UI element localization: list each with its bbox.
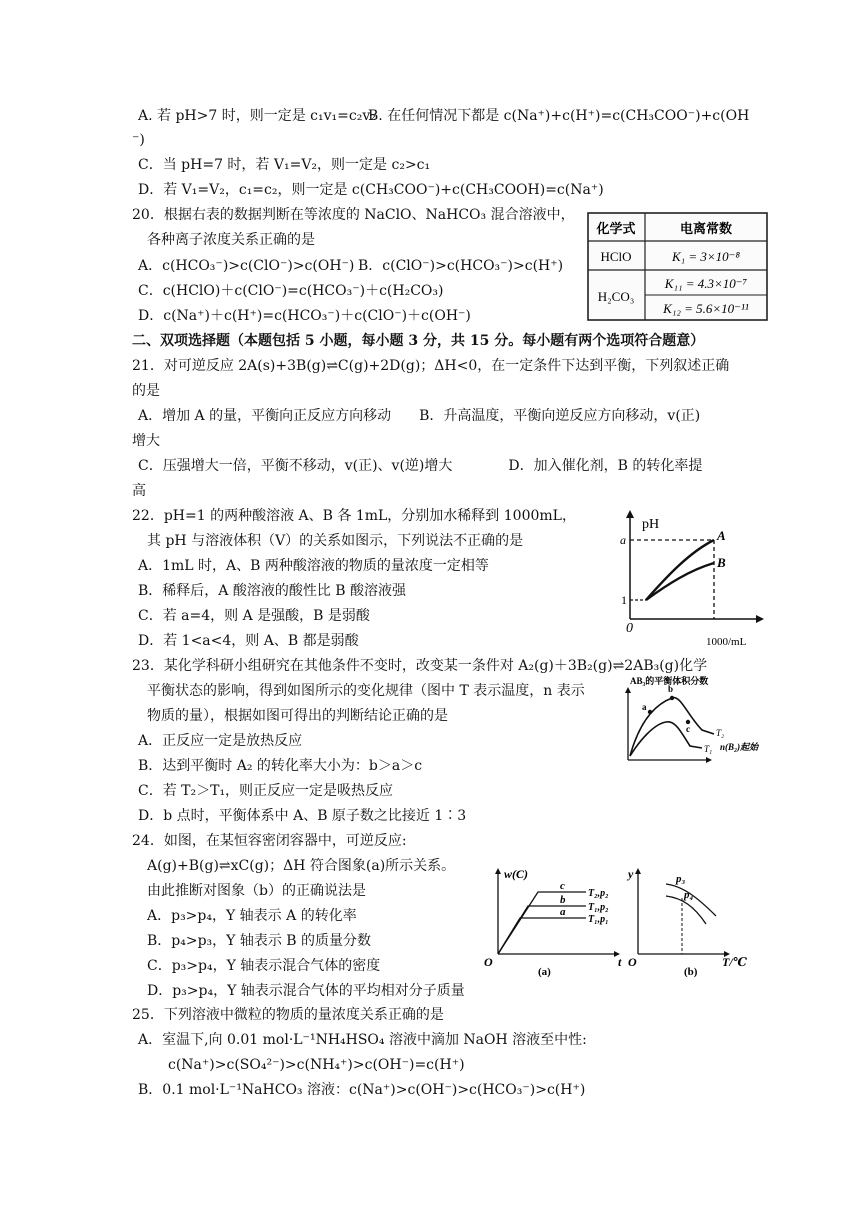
q20-option-a: A．c(HCO₃⁻)>c(ClO⁻)>c(OH⁻)	[138, 258, 355, 274]
q24-graph-b	[626, 862, 760, 978]
q22-fig-1-tick: 1	[621, 593, 627, 607]
q24-option-a: A．p₃>p₄，Y 轴表示 A 的转化率	[147, 908, 357, 924]
q22-fig-origin: 0	[626, 621, 633, 636]
table-h2co3-k2: K₁₂ = 5.6×10⁻¹¹	[663, 301, 749, 316]
q23-fig-point-b: b	[668, 684, 674, 694]
q24b-y-label: y	[628, 867, 634, 881]
table-header-formula: 化学式	[596, 221, 636, 236]
q23-stem-line3: 物质的量），根据如图可得出的判断结论正确的是	[147, 708, 448, 724]
q21-stem-line1: 21．对可逆反应 2A(s)+3B(g)⇌C(g)+2D(g)；ΔH<0，在一定条件下达到平衡，下列叙述正确	[132, 358, 730, 374]
q20-option-c: C．c(HClO)＋c(ClO⁻)=c(HCO₃⁻)＋c(H₂CO₃)	[138, 283, 444, 299]
q25-stem: 25．下列溶液中微粒的物质的量浓度关系正确的是	[132, 1007, 444, 1023]
q23-option-a: A．正反应一定是放热反应	[138, 733, 303, 749]
q24a-x-label: t	[618, 955, 622, 969]
table-hclo-k: K₁ = 3×10⁻⁸	[671, 249, 741, 264]
q24a-y-label: w(C)	[504, 867, 528, 881]
q23-option-c: C．若 T₂＞T₁，则正反应一定是吸热反应	[138, 783, 394, 799]
q22-fig-a-tick: a	[620, 533, 626, 547]
q21-stem-line2: 的是	[132, 383, 160, 399]
q21-options-cd-wrap: 高	[132, 483, 146, 499]
q22-option-d: D．若 1<a<4，则 A、B 都是弱酸	[138, 633, 359, 649]
q24b-x-label: T/℃	[722, 955, 748, 969]
table-header-constant: 电离常数	[679, 221, 733, 236]
q24a-label-t1p1: T₁,p₁	[588, 914, 609, 925]
q24b-curve-p3: p₃	[676, 873, 686, 885]
q24b-caption: (b)	[684, 966, 698, 978]
q23-option-d: D．b 点时，平衡体系中 A、B 原子数之比接近 1∶3	[138, 808, 467, 824]
q24b-curve-p4: p₄	[684, 889, 694, 901]
q24b-origin: O	[628, 955, 637, 969]
q19-option-b-wrap: ⁻)	[132, 132, 145, 148]
q24a-curve-a: a	[560, 906, 566, 918]
q24-option-c: C．p₃>p₄，Y 轴表示混合气体的密度	[147, 958, 381, 974]
q22-option-b: B．稀释后，A 酸溶液的酸性比 B 酸溶液强	[138, 583, 407, 599]
q22-stem-line1: 22．pH=1 的两种酸溶液 A、B 各 1mL，分别加水稀释到 1000mL，	[132, 508, 576, 524]
q23-equilibrium-graph	[616, 672, 770, 764]
q20-stem-line2: 各种离子浓度关系正确的是	[147, 232, 315, 248]
section-two-heading: 二、双项选择题（本题包括 5 小题，每小题 3 分，共 15 分。每小题有两个选项符合题意）	[132, 333, 705, 349]
table-h2co3: H₂CO₃	[597, 289, 635, 304]
q23-stem-line1: 23．某化学科研小组研究在其他条件不变时，改变某一条件对 A₂(g)＋3B₂(g)⇌2AB₃(g)化学	[132, 658, 708, 674]
q24-option-b: B．p₄>p₃，Y 轴表示 B 的质量分数	[147, 933, 372, 949]
q25-option-b: B．0.1 mol·L⁻¹NaHCO₃ 溶液：c(Na⁺)>c(OH⁻)>c(HCO₃⁻)>c(H⁺)	[138, 1082, 586, 1098]
q22-ph-dilution-graph	[618, 500, 770, 648]
q24-stem-line3: 由此推断对图象（b）的正确说法是	[147, 883, 366, 899]
table-h2co3-k1: K₁₁ = 4.3×10⁻⁷	[664, 276, 748, 291]
q25-option-a: A．室温下,向 0.01 mol·L⁻¹NH₄HSO₄ 溶液中滴加 NaOH 溶液至中性:	[138, 1032, 587, 1048]
q23-fig-curve-t1: T₁	[704, 744, 713, 754]
q19-option-a: A. 若 pH>7 时，则一定是 c₁v₁=c₂v₂	[138, 108, 376, 124]
q23-fig-x-label: n(B₂)起始	[720, 742, 759, 752]
q25-option-a-equation: c(Na⁺)>c(SO₄²⁻)>c(NH₄⁺)>c(OH⁻)=c(H⁺)	[168, 1057, 465, 1073]
q19-option-c: C．当 pH=7 时，若 V₁=V₂，则一定是 c₂>c₁	[138, 157, 431, 173]
table-hclo: HClO	[600, 249, 632, 264]
q23-fig-y-label: AB₃的平衡体积分数	[630, 676, 709, 686]
q24-graph-a	[480, 862, 632, 978]
q20-stem-line1: 20．根据右表的数据判断在等浓度的 NaClO、NaHCO₃ 混合溶液中，	[132, 207, 575, 223]
q23-fig-point-a: a	[642, 702, 647, 712]
q23-fig-point-c: c	[686, 724, 690, 734]
q22-fig-curve-b-label: B	[717, 555, 726, 570]
q24-stem-line1: 24．如图，在某恒容密闭容器中，可逆反应:	[132, 833, 407, 849]
q23-stem-line2: 平衡状态的影响，得到如图所示的变化规律（图中 T 表示温度，n 表示	[147, 683, 585, 699]
q22-option-a: A．1mL 时，A、B 两种酸溶液的物质的量浓度一定相等	[138, 558, 489, 574]
q24a-curve-b: b	[560, 894, 566, 906]
q22-fig-x-label: 1000/mL	[706, 636, 747, 648]
q22-fig-curve-a-label: A	[717, 528, 726, 543]
q23-option-b: B．达到平衡时 A₂ 的转化率大小为：b＞a＞c	[138, 758, 423, 774]
q24a-label-t2p2: T₂,p₂	[588, 888, 609, 899]
q21-options-ab-wrap: 增大	[132, 433, 160, 449]
q24a-caption: (a)	[538, 966, 551, 978]
q21-options-ab: A．增加 A 的量，平衡向正反应方向移动 B．升高温度，平衡向逆反应方向移动，v(正)	[138, 408, 701, 424]
q20-option-d: D．c(Na⁺)＋c(H⁺)=c(HCO₃⁻)＋c(ClO⁻)＋c(OH⁻)	[138, 308, 471, 324]
q22-stem-line2: 其 pH 与溶液体积（V）的关系如图示，下列说法不正确的是	[147, 533, 524, 549]
q23-fig-curve-t2: T₂	[716, 728, 725, 738]
q21-options-cd: C．压强增大一倍，平衡不移动，v(正)、v(逆)增大 D．加入催化剂，B 的转化率提	[138, 458, 703, 474]
q24-stem-line2: A(g)+B(g)⇌xC(g)；ΔH 符合图象(a)所示关系。	[147, 858, 456, 874]
q24a-origin: O	[484, 955, 493, 969]
q24a-curve-c: c	[560, 880, 565, 892]
q22-option-c: C．若 a=4，则 A 是强酸，B 是弱酸	[138, 608, 370, 624]
ionization-constant-table	[587, 212, 769, 322]
q22-fig-y-label: pH	[642, 517, 660, 532]
q20-option-b: B．c(ClO⁻)>c(HCO₃⁻)>c(H⁺)	[358, 258, 564, 274]
q19-option-b: B. 在任何情况下都是 c(Na⁺)+c(H⁺)=c(CH₃COO⁻)+c(OH	[368, 108, 750, 124]
q24-option-d: D．p₃>p₄，Y 轴表示混合气体的平均相对分子质量	[147, 983, 465, 999]
q24a-label-t1p2: T₁,p₂	[588, 902, 609, 913]
q19-option-d: D．若 V₁=V₂，c₁=c₂，则一定是 c(CH₃COO⁻)+c(CH₃COOH)=c(Na⁺)	[138, 182, 604, 198]
